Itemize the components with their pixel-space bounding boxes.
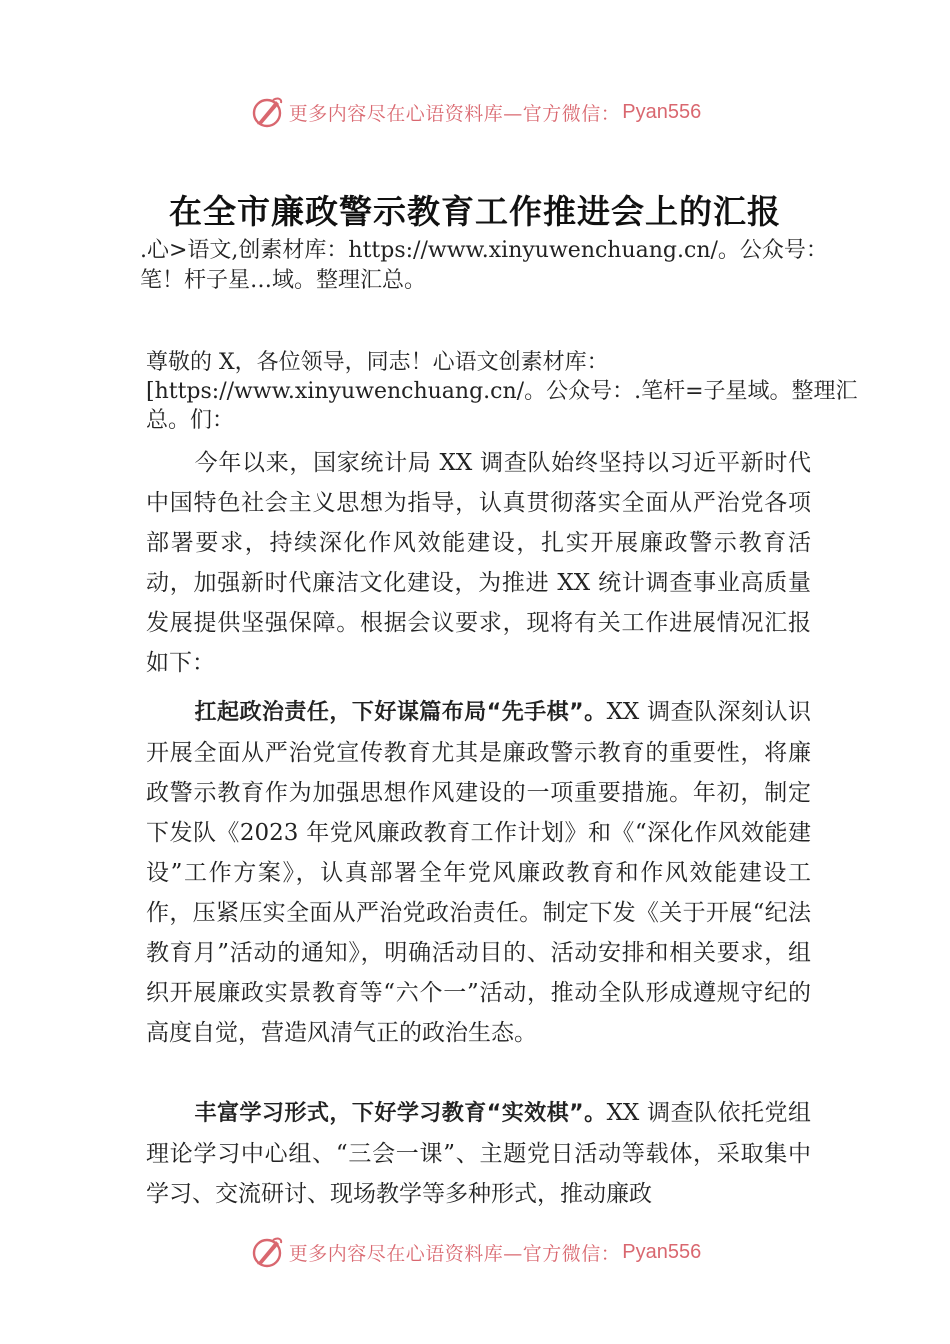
paragraph-text: XX 调查队深刻认识开展全面从严治党宣传教育尤其是廉政警示教育的重要性，将廉政警示教育作为加强思想作风建设的一项重要措施。年初，制定下发队《2023 年党风廉政教育工作计划》和《“深化作风效能建设”工作方案》，认真部署全年党风廉政教育和作风效能建设工作，压紧压实全面从严治党政治责任。制定下发《关于开展“纪法教育月”活动的通知》，明确活动目的、活动安排和相关要求，组织开展廉政实景教育等“六个一”活动，推动全队形成遵规守纪的高度自觉，营造风清气正的政治生态。 [146, 699, 811, 1046]
watermark-text: 更多内容尽在心语资料库—官方微信： [288, 102, 621, 125]
paragraph-text: 今年以来，国家统计局 XX 调查队始终坚持以习近平新时代中国特色社会主义思想为指导，认真贯彻落实全面从严治党各项部署要求，持续深化作风效能建设，扎实开展廉政警示教育活动，加强新时代廉洁文化建设，为推进 XX 统计调查事业高质量发展提供坚强保障。根据会议要求，现将有关工作进展情况汇报如下： [146, 450, 811, 676]
greeting: 尊敬的 X，各位领导，同志！心语文创素材库：[https://www.xinyuwenchuang.cn/。公众号：.笔杆=子星域。整理汇总。们： [146, 350, 858, 433]
watermark-text: 更多内容尽在心语资料库—官方微信： [288, 1242, 621, 1265]
paragraph-intro [146, 443, 811, 683]
document-title: 在全市廉政警示教育工作推进会上的汇报 [169, 192, 781, 231]
watermark-wechat-id: Pyan556 [622, 1240, 702, 1263]
paragraph-heading: 丰富学习形式，下好学习教育“实效棋”。 [194, 1101, 607, 1126]
footer-watermark-banner [0, 1232, 950, 1272]
quill-pen-logo-icon [249, 94, 285, 130]
paragraph-heading: 扛起政治责任，下好谋篇布局“先手棋”。 [194, 700, 607, 725]
paragraph-learning-forms [146, 1093, 811, 1214]
header-watermark-banner [0, 92, 950, 132]
quill-pen-logo-icon [249, 1234, 285, 1270]
paragraph-text: XX 调查队依托党组理论学习中心组、“三会一课”、主题党日活动等载体，采取集中学习、交流研讨、现场教学等多种形式，推动廉政 [146, 1100, 811, 1207]
source-note: .心>语文,创素材库：https://www.xinyuwenchuang.cn/。公众号：笔！杆子星…域。整理汇总。 [140, 238, 828, 293]
paragraph-political-responsibility [146, 692, 811, 1053]
watermark-wechat-id: Pyan556 [622, 100, 702, 123]
